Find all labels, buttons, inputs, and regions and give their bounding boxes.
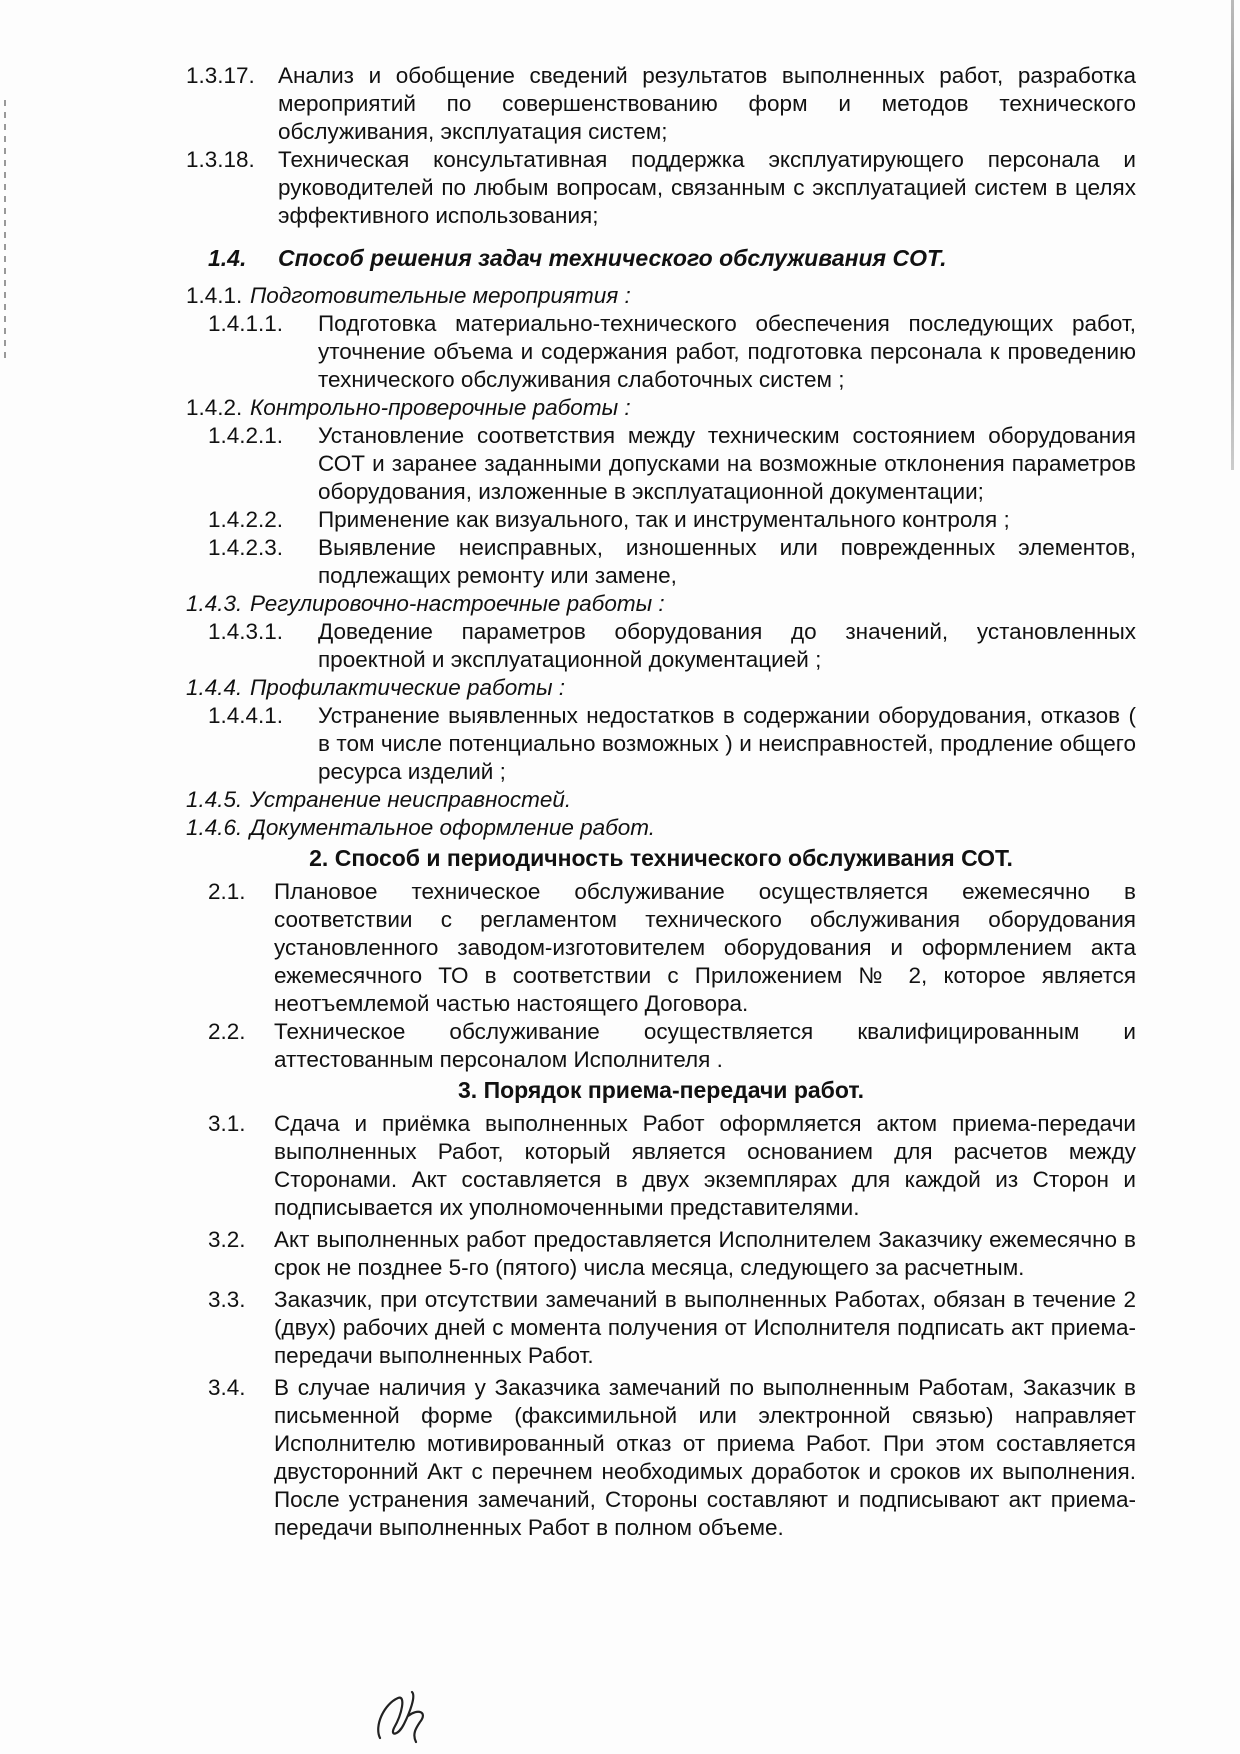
clause-number: 3.4. [208,1375,246,1400]
clause-number: 1.4.2.1. [208,423,284,448]
clause-number: 2.2. [208,1019,246,1044]
subsection-title: Документальное оформление работ. [250,815,656,840]
clause-text: Подготовка материально-технического обеспечения последующих работ, уточнение объема и содержания работ, подготовка персонала к проведению технического обслуживания слаботочных систем ; [318,311,1136,392]
clause-number: 3.2. [208,1227,246,1252]
clause-3-4 [186,1374,1136,1542]
clause-1-4-4-1 [186,702,1136,786]
clause-number: 1.4.3.1. [208,619,284,644]
section-2-heading: 2. Способ и периодичность технического обслуживания СОТ. [309,845,1013,871]
clause-number: 1.4.5. [186,787,243,812]
subsection-title: Подготовительные мероприятия : [250,283,631,308]
clause-number: 3.3. [208,1287,246,1312]
scan-edge-left [4,100,6,360]
subsection-1-4-4 [186,674,1136,702]
clause-1-4-1-1 [186,310,1136,394]
clause-text: Устранение выявленных недостатков в содержании оборудования, отказов ( в том числе потенциально возможных ) и неисправностей, продление общего ресурса изделий ; [318,703,1136,784]
subsection-title: Устранение неисправностей. [250,787,572,812]
clause-1-4-2-1 [186,422,1136,506]
subsection-title: Контрольно-проверочные работы : [250,395,631,420]
clause-text: Выявление неисправных, изношенных или поврежденных элементов, подлежащих ремонту или замене, [318,535,1136,588]
clause-text: Доведение параметров оборудования до значений, установленных проектной и эксплуатационной документацией ; [318,619,1136,672]
clause-text: Акт выполненных работ предоставляется Исполнителем Заказчику ежемесячно в срок не позднее 5-го (пятого) числа месяца, следующего за расчетным. [274,1227,1136,1280]
clause-number: 3.1. [208,1111,246,1136]
subsection-title: Регулировочно-настроечные работы : [250,591,665,616]
clause-1-4-2-2 [186,506,1136,534]
clause-number: 1.4.4. [186,675,243,700]
clause-3-2 [186,1226,1136,1282]
subsection-1-4-3 [186,590,1136,618]
clause-number: 1.3.17. [186,63,255,88]
section-1-4-heading [186,244,1136,272]
clause-text: Применение как визуального, так и инструментального контроля ; [318,507,1010,532]
clause-number: 1.4.4.1. [208,703,284,728]
section-number: 1.4. [208,245,247,271]
clause-text: Техническое обслуживание осуществляется квалифицированным и аттестованным персоналом Исполнителя . [274,1019,1136,1072]
clause-text: Техническая консультативная поддержка эксплуатирующего персонала и руководителей по любым вопросам, связанным с эксплуатацией систем в целях эффективного использования; [278,147,1136,228]
clause-number: 1.4.2.3. [208,535,284,560]
clause-text: Установление соответствия между техническим состоянием оборудования СОТ и заранее заданными допусками на возможные отклонения параметров оборудования, изложенные в эксплуатационной документации; [318,423,1136,504]
clause-3-3 [186,1286,1136,1370]
clause-text: Анализ и обобщение сведений результатов выполненных работ, разработка мероприятий по совершенствованию форм и методов технического обслуживания, эксплуатация систем; [278,63,1136,144]
subsection-1-4-5 [186,786,1136,814]
clause-1-4-3-1 [186,618,1136,674]
clause-2-1 [186,878,1136,1018]
clause-number: 1.4.1.1. [208,311,284,336]
clause-1-3-18 [186,146,1136,230]
clause-1-3-17 [186,62,1136,146]
document-body [186,62,1136,1542]
clause-text: Заказчик, при отсутствии замечаний в выполненных Работах, обязан в течение 2 (двух) рабочих дней с момента получения от Исполнителя подписать акт приема-передачи выполненных Работ. [274,1287,1136,1368]
section-3-heading: 3. Порядок приема-передачи работ. [458,1077,864,1103]
clause-number: 2.1. [208,879,246,904]
clause-number: 1.4.2. [186,395,243,420]
section-title: Способ решения задач технического обслуживания СОТ. [278,245,947,271]
clause-number: 1.4.1. [186,283,243,308]
clause-2-2 [186,1018,1136,1074]
clause-3-1 [186,1110,1136,1222]
scan-edge-right [1231,0,1234,470]
handwritten-signature [372,1686,452,1746]
clause-number: 1.4.3. [186,591,243,616]
clause-text: В случае наличия у Заказчика замечаний по выполненным Работам, Заказчик в письменной форме (факсимильной или электронной связью) направляет Исполнителю мотивированный отказ от приема Работ. При этом составляется двусторонний Акт с перечнем необходимых доработок и сроков их выполнения. После устранения замечаний, Стороны составляют и подписывают акт приема-передачи выполненных Работ в полном объеме. [274,1375,1136,1540]
clause-number: 1.3.18. [186,147,255,172]
clause-number: 1.4.2.2. [208,507,284,532]
subsection-1-4-1 [186,282,1136,310]
clause-text: Плановое техническое обслуживание осуществляется ежемесячно в соответствии с регламентом технического обслуживания оборудования установленного заводом-изготовителем оборудования и оформлением акта ежемесячного ТО в соответствии с Приложением № 2, которое является неотъемлемой частью настоящего Договора. [274,879,1136,1016]
subsection-1-4-6 [186,814,1136,842]
clause-1-4-2-3 [186,534,1136,590]
subsection-1-4-2 [186,394,1136,422]
clause-number: 1.4.6. [186,815,243,840]
subsection-title: Профилактические работы : [250,675,566,700]
clause-text: Сдача и приёмка выполненных Работ оформляется актом приема-передачи выполненных Работ, который является основанием для расчетов между Сторонами. Акт составляется в двух экземплярах для каждой из Сторон и подписывается их уполномоченными представителями. [274,1111,1136,1220]
